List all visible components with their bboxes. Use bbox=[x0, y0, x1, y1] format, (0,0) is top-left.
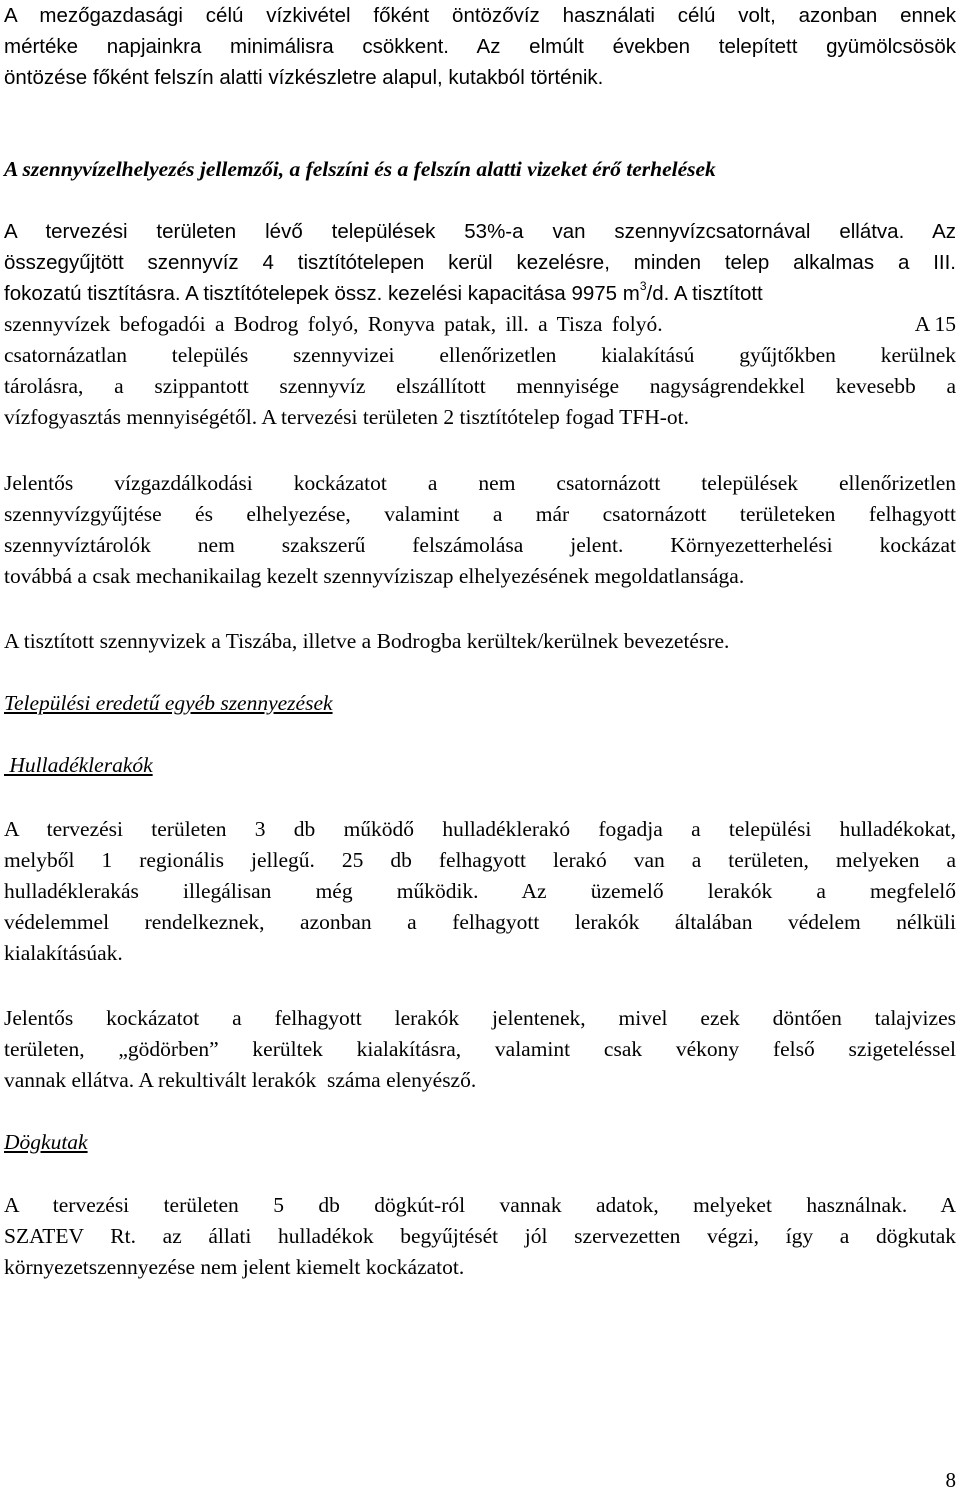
landfills-line: védelemmel rendelkeznek, azonban a felhagyott lerakók általában védelem nélküli bbox=[4, 910, 956, 934]
sewer-paragraph bbox=[4, 216, 956, 340]
landfill-risk-paragraph bbox=[4, 1003, 956, 1096]
sewer-line-part: /d. A tisztított bbox=[646, 282, 763, 305]
landfills-line: A tervezési területen 3 db működő hulladéklerakó fogadja a települési hulladékokat, bbox=[4, 817, 956, 841]
sewer-line bbox=[4, 309, 956, 340]
landfill-risk-line: vannak ellátva. A rekultivált lerakók száma elenyésző. bbox=[4, 1068, 477, 1092]
sewer-line bbox=[4, 278, 956, 309]
sewer-line: tárolásra, a szippantott szennyvíz elszállított mennyisége nagyságrendekkel kevesebb a bbox=[4, 374, 956, 398]
sewer-line-part: szennyvízek befogadói a Bodrog folyó, Ronyva patak, ill. a Tisza folyó. bbox=[4, 312, 663, 336]
section-heading-other-pollution: Települési eredetű egyéb szennyezések bbox=[4, 691, 333, 715]
subheading-landfills: Hulladéklerakók bbox=[4, 753, 153, 777]
page-number: 8 bbox=[945, 1468, 956, 1492]
landfill-risk-line: Jelentős kockázatot a felhagyott lerakók jelentenek, mivel ezek döntően talajvizes bbox=[4, 1006, 956, 1030]
sewer-line-part: A 15 bbox=[914, 312, 956, 336]
landfills-paragraph bbox=[4, 814, 956, 969]
section-heading-waste-water: A szennyvízelhelyezés jellemzői, a felszíni és a felszín alatti vizeket érő terhelések bbox=[4, 157, 716, 181]
sewer-line: vízfogyasztás mennyiségétől. A tervezési területen 2 tisztítótelep fogad TFH-ot. bbox=[4, 405, 690, 429]
wells-line: A tervezési területen 5 db dögkút-ról vannak adatok, melyeket használnak. A bbox=[4, 1193, 956, 1217]
landfill-risk-line: területen, „gödörben” kerültek kialakításra, valamint csak vékony felső szigeteléssel bbox=[4, 1037, 956, 1061]
cubic-superscript: 3 bbox=[639, 279, 647, 294]
risk-line: szennyvíztárolók nem szakszerű felszámolása jelent. Környezetterhelési kockázat bbox=[4, 533, 956, 557]
wells-line: SZATEV Rt. az állati hulladékok begyűjtését jól szervezetten végzi, így a dögkutak bbox=[4, 1224, 956, 1248]
risk-paragraph bbox=[4, 468, 956, 592]
carcass-wells-paragraph bbox=[4, 1190, 956, 1283]
intro-paragraph bbox=[4, 0, 956, 93]
subheading-carcass-wells: Dögkutak bbox=[4, 1130, 88, 1154]
sewer-line: A tervezési területen lévő települések 53%-a van szennyvízcsatornával ellátva. Az bbox=[4, 220, 956, 243]
sewer-line: összegyűjtött szennyvíz 4 tisztítótelepen kerül kezelésre, minden telep alkalmas a III. bbox=[4, 251, 956, 274]
risk-line: Jelentős vízgazdálkodási kockázatot a nem csatornázott települések ellenőrizetlen bbox=[4, 471, 956, 495]
sewer-paragraph-cont bbox=[4, 340, 956, 433]
landfills-line: melyből 1 regionális jellegű. 25 db felhagyott lerakó van a területen, melyeken a bbox=[4, 848, 956, 872]
risk-line: szennyvízgyűjtése és elhelyezése, valamint a már csatornázott területeken felhagyott bbox=[4, 502, 956, 526]
risk-line: továbbá a csak mechanikailag kezelt szennyvíziszap elhelyezésének megoldatlansága. bbox=[4, 564, 745, 588]
intro-line: mértéke napjainkra minimálisra csökkent. Az elmúlt években telepített gyümölcsösök bbox=[4, 35, 956, 58]
landfills-line: hulladéklerakás illegálisan még működik. Az üzemelő lerakók a megfelelő bbox=[4, 879, 956, 903]
treated-water-paragraph: A tisztított szennyvizek a Tiszába, illetve a Bodrogba kerültek/kerülnek bevezetésre. bbox=[4, 629, 730, 653]
intro-line: öntözése főként felszín alatti vízkészletre alapul, kutakból történik. bbox=[4, 66, 604, 89]
sewer-line-part: fokozatú tisztításra. A tisztítótelepek össz. kezelési kapacitása 9975 m bbox=[4, 282, 640, 305]
landfills-line: kialakításúak. bbox=[4, 941, 123, 965]
sewer-line: csatornázatlan település szennyvizei ellenőrizetlen kialakítású gyűjtőkben kerülnek bbox=[4, 343, 956, 367]
intro-line: A mezőgazdasági célú vízkivétel főként öntözővíz használati célú volt, azonban ennek bbox=[4, 4, 956, 27]
wells-line: környezetszennyezése nem jelent kiemelt kockázatot. bbox=[4, 1255, 465, 1279]
